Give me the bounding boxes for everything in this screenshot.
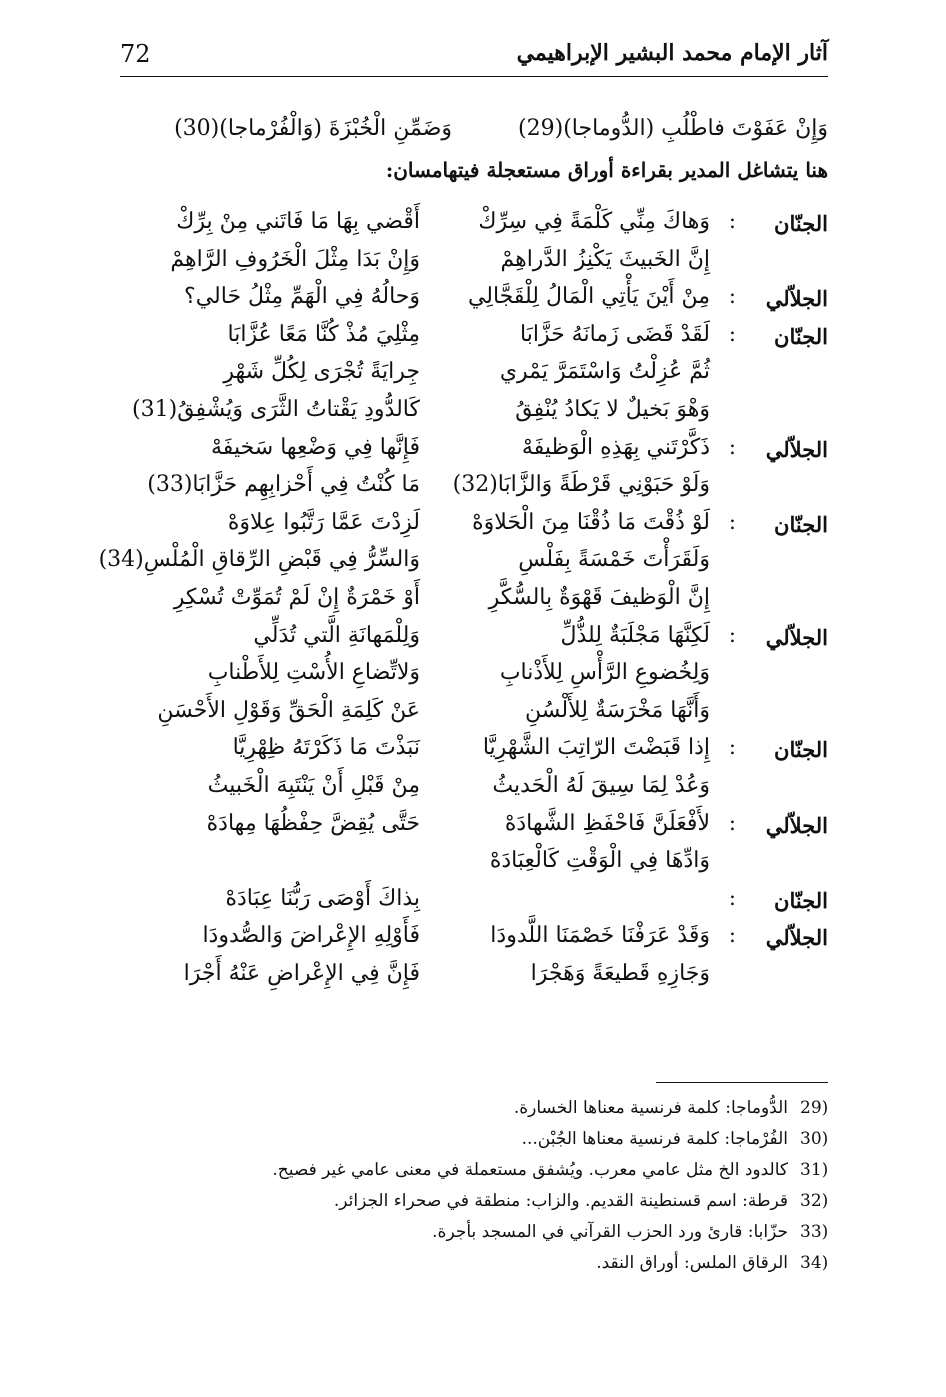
intro-verse (112, 108, 828, 158)
verse-line (112, 769, 828, 807)
verse-line (112, 694, 828, 732)
footnote-text: الدُّوماجا: كلمة فرنسية معناها الخسارة. (513, 1098, 788, 1118)
verse-hemistich-second: لَزِدْتَ عَمَّا رَتَّبُوا عِلاوَهْ (227, 509, 420, 535)
verse-hemistich-first: إِذا قَبَضْتَ الرّاتِبَ الشَّهْرِيَّا (482, 735, 710, 761)
verse-line (112, 318, 828, 356)
footnote-number: 30) (800, 1129, 829, 1149)
verse-hemistich-first: وَلَقَرَأْتَ خَمْسَةً بِفَلْسِ (518, 547, 710, 573)
verse-hemistich-first: ذَكَّرْتَني بِهَذِهِ الْوَظيفَهْ (521, 434, 710, 460)
verse-hemistich-first: إِنَّ الْوَظيفَ قَهْوَةٌ بِالسُّكَّرِ (488, 584, 710, 610)
verse-line (112, 619, 828, 657)
verse-hemistich-first: مِنْ أَيْنَ يَأْتِي الْمَالُ لِلْقَجَّالِي (467, 284, 710, 310)
footnote-divider (656, 1082, 828, 1083)
verse-hemistich-second: وَضَمِّنِ الْخُبْزَةَ (وَالْفُرْماجا)(30) (174, 116, 452, 141)
verse-hemistich-first: لَكِنَّهَا مَجْلَبَةٌ لِلذُّلِّ (560, 622, 710, 648)
verse-hemistich-second: بِذاكَ أَوْصَى رَبُّنَا عِبَادَهْ (225, 885, 420, 911)
speaker-colon: : (728, 434, 736, 459)
speaker-name: الجنّان (774, 737, 828, 763)
speaker-name: الجنّان (774, 323, 828, 349)
verse-line (112, 957, 828, 995)
verse-hemistich-second: وَلِلْمَهانَةِ الَّتي تُدَلِّي (253, 622, 420, 648)
verse-hemistich-second: وَلاتِّضاعِ الأُسْتِ لِلأَطْنابِ (207, 660, 420, 686)
speaker-name: الجلاّلي (765, 624, 828, 650)
verse-hemistich-second: نَبَذْتَ مَا ذَكَرْتَهُ ظِهْرِيَّا (232, 735, 420, 761)
footnote-number: 34) (800, 1253, 829, 1273)
verse-line (112, 468, 828, 506)
verse-hemistich-second: وَحالُهُ فِي الْهَمِّ مِثْلُ حَالي؟ (184, 284, 420, 310)
verse-hemistich-first: وَلِخُضوعِ الرَّأْسِ لِلأَذْنابِ (499, 660, 710, 686)
verse-hemistich-first: وَجَازِهِ قَطيعَةً وَهَجْرَا (530, 960, 710, 986)
verse-line (112, 280, 828, 318)
verse-hemistich-second: وَإِنْ بَدَا مِثْلَ الْخَرُوفِ الرَّاهِمْ (170, 246, 420, 272)
verse-hemistich-second: وَالسِّرُّ فِي قَبْضِ الرِّقاقِ الْمُلْسِ(34) (98, 547, 420, 573)
verse-hemistich-second: عَنْ كَلِمَةِ الْحَقِّ وَقَوْلِ الأَحْسَنِ (157, 697, 420, 723)
verse-line (112, 243, 828, 281)
footnote (120, 1125, 836, 1156)
footnote-text: حزّابا: قارئ ورد الحزب القرآني في المسجد بأجرة. (432, 1222, 788, 1242)
verse-hemistich-second: فَإِنَّها فِي وَضْعِها سَخيفَهْ (211, 434, 420, 460)
speaker-name: الجلاّلي (765, 286, 828, 312)
page-header (120, 36, 828, 77)
footnote (120, 1094, 836, 1125)
verse-hemistich-second: مَا كُنْتُ فِي أَحْزابِهِم حَزَّابَا(33) (147, 472, 420, 498)
verse-hemistich-second: فَإِنَّ فِي الإِعْراضِ عَنْهُ أَجْرَا (183, 960, 420, 986)
verse-line (112, 882, 828, 920)
verse-hemistich-first: وَقَدْ عَرَفْنَا خَصْمَنَا اللَّدودَا (490, 923, 710, 949)
running-title: آثار الإمام محمد البشير الإبراهيمي (516, 40, 828, 66)
verse-line (98, 543, 828, 581)
verse-hemistich-second: كَالدُّودِ يَقْتاتُ الثَّرَى وَيُشْفِقُ(31) (132, 396, 420, 422)
verse-line (112, 807, 828, 845)
footnote-text: كالدود الخ مثل عامي معرب. ويُشفق مستعملة في معنى عامي غير فصيح. (272, 1160, 788, 1180)
verse-hemistich-second: مِثْلِيَ مُذْ كُنَّا مَعًا عُزَّابَا (227, 321, 420, 347)
stage-direction: هنا يتشاغل المدير بقراءة أوراق مستعجلة فيتهامسان: (385, 158, 828, 182)
footnote (120, 1249, 836, 1280)
verse-hemistich-second: مِنْ قَبْلِ أَنْ يَنْتَبِهَ الْخَبيثُ (207, 772, 420, 798)
verse-line (112, 581, 828, 619)
verse-line (112, 205, 828, 243)
verse-line (112, 506, 828, 544)
verse-line (112, 731, 828, 769)
verse-hemistich-second: أَوْ خَمْرَةٌ إِنْ لَمْ تُمَوِّتْ تُسْكِرِ (173, 584, 420, 610)
speaker-colon: : (728, 885, 736, 910)
verse-hemistich-second: جِرايَةً تُجْرَى لِكُلِّ شَهْرِ (223, 359, 420, 385)
verse-line (112, 355, 828, 393)
speaker-colon: : (728, 735, 736, 760)
footnote (120, 1187, 836, 1218)
verse-hemistich-first: ثُمَّ عُزِلْتُ وَاسْتَمَرَّ يَمْري (499, 359, 710, 385)
speaker-colon: : (728, 509, 736, 534)
speaker-colon: : (728, 810, 736, 835)
verse-line (112, 431, 828, 469)
verse-line (112, 919, 828, 957)
speaker-name: الجلاّلي (765, 812, 828, 838)
speaker-name: الجلاّلي (765, 436, 828, 462)
verse-hemistich-first: إِنَّ الخَبيثَ يَكْنِزُ الدَّراهِمْ (500, 246, 710, 272)
speaker-name: الجنّان (774, 211, 828, 236)
footnote-number: 31) (800, 1160, 829, 1180)
speaker-colon: : (728, 321, 736, 346)
footnotes (120, 1094, 836, 1280)
verse-hemistich-second: حَتَّى يُقِضَّ حِفْظُهَا مِهادَهْ (206, 810, 420, 836)
speaker-name: الجنّان (774, 511, 828, 537)
footnote (120, 1218, 836, 1249)
verse-hemistich-first: وَهاكَ مِنِّي كَلْمَةً فِي سِرِّكْ (478, 209, 710, 234)
footnote-text: الرقاق الملس: أوراق النقد. (596, 1253, 788, 1273)
verse-hemistich-first: وَأَنَّهَا مَخْرَسَةٌ لِلأَلْسُنِ (525, 697, 710, 723)
footnote-number: 32) (800, 1191, 829, 1211)
verse-line (112, 656, 828, 694)
verse-hemistich-first: وَعُدْ لِمَا سِيقَ لَهُ الْحَديثُ (492, 772, 710, 798)
footnote (120, 1156, 836, 1187)
verse-line (112, 844, 828, 882)
dialogue-verses (98, 205, 828, 994)
verse-hemistich-first: وَهْوَ بَخيلٌ لا يَكادُ يُنْفِقُ (515, 396, 710, 422)
verse-hemistich-first: لَوْ ذُقْتَ مَا ذُقْنَا مِنَ الْحَلاوَهْ (472, 509, 710, 535)
verse-hemistich-first: وَادِّهَا فِي الْوَقْتِ كَالْعِبَادَهْ (489, 848, 710, 874)
verse-hemistich-second: أَقْضي بِهَا مَا فَاتَني مِنْ بِرِّكْ (176, 209, 420, 234)
verse-line (112, 393, 828, 431)
footnote-number: 33) (800, 1222, 829, 1242)
speaker-colon: : (728, 284, 736, 309)
page-number: 72 (120, 40, 151, 68)
speaker-name: الجلاّلي (765, 925, 828, 951)
footnote-number: 29) (800, 1098, 829, 1118)
speaker-name: الجنّان (774, 887, 828, 913)
verse-hemistich-first: وَلَوْ حَبَوْنِي قَرْطَةً وَالزَّابَا(32) (452, 472, 710, 498)
footnote-text: الفُرْماجا: كلمة فرنسية معناها الجُبْن... (521, 1129, 788, 1149)
verse-hemistich-first: وَإِنْ عَفَوْتَ فاطْلُبِ (الدُّوماجا)(29) (518, 116, 828, 141)
speaker-colon: : (728, 923, 736, 948)
footnote-text: قرطة: اسم قسنطينة القديم. والزاب: منطقة في صحراء الجزائر. (333, 1191, 788, 1211)
verse-hemistich-first: لَقَدْ قَضَى زَمانَهُ حَزَّابَا (520, 321, 710, 347)
verse-hemistich-first: لأَفْعَلَنَّ فَاحْفَظِ الشَّهادَهْ (504, 810, 710, 836)
speaker-colon: : (728, 622, 736, 647)
verse-hemistich-second: فَأَوْلِهِ الإِعْراضَ وَالصُّدودَا (202, 923, 420, 949)
speaker-colon: : (728, 209, 736, 233)
